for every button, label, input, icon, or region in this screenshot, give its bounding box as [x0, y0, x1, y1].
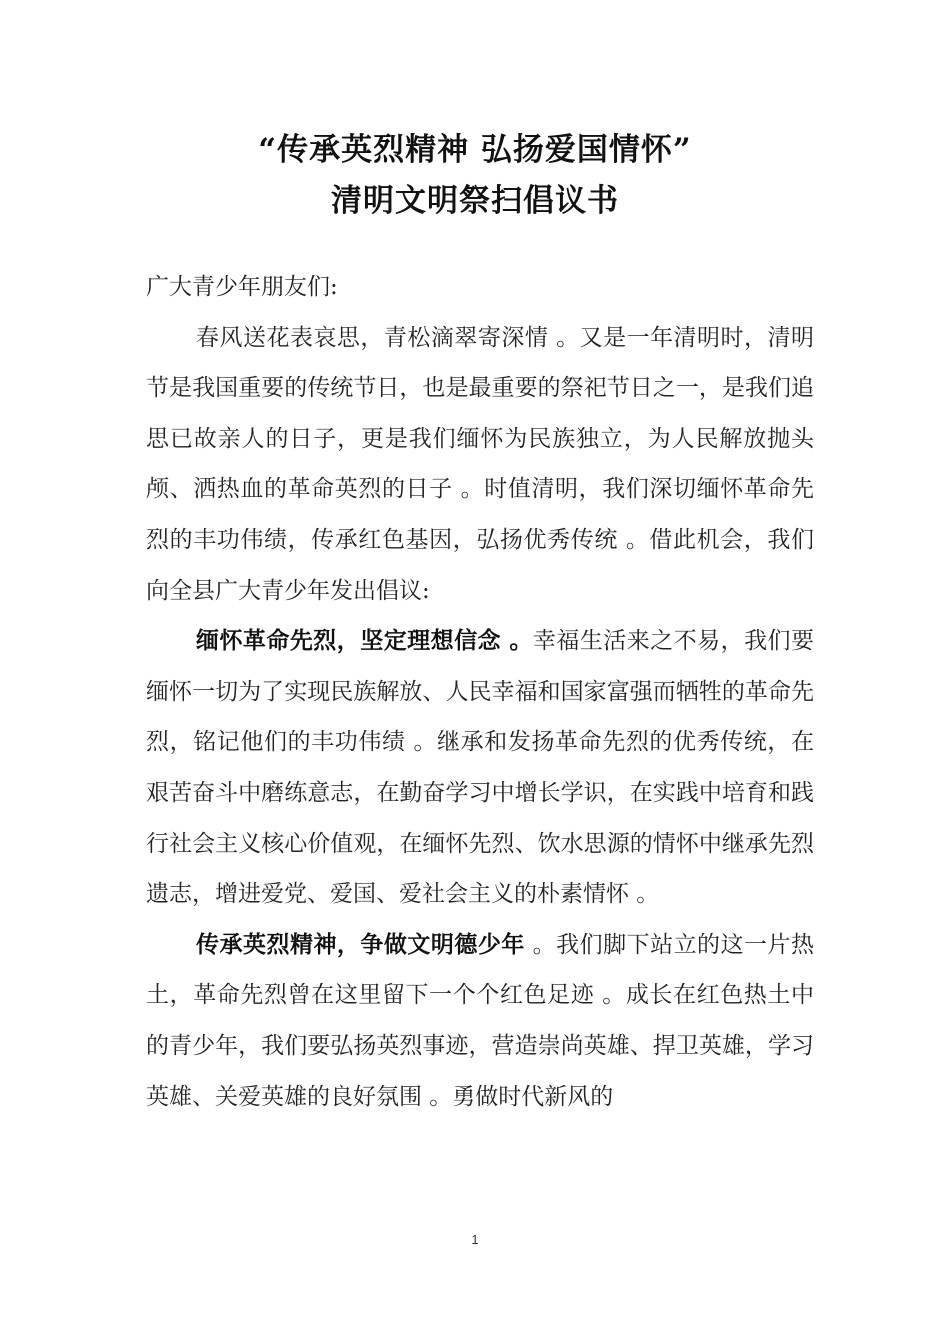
paragraph-lead: 缅怀革命先烈，坚定理想信念 。	[196, 627, 533, 655]
paragraph-inherit-spirit	[146, 920, 814, 1122]
paragraph-text: 春风送花表哀思，青松滴翠寄深情 。又是一年清明时，清明节是我国重要的传统节日，也是最重要的祭祀节日之一，是我们追思已故亲人的日子，更是我们缅怀为民族独立，为人民解放抛头颅、洒热血的革命英烈的日子 。时值清明，我们深切缅怀革命先烈的丰功伟绩，传承红色基因，弘扬优秀传统 。借此机会，我们向全县广大青少年发出倡议:	[146, 324, 814, 604]
paragraph-lead: 传承英烈精神，争做文明德少年	[196, 930, 525, 958]
document-title-line-1: “传承英烈精神 弘扬爱国情怀”	[258, 132, 692, 168]
document-title-line-2: 清明文明祭扫倡议书	[331, 183, 619, 219]
paragraph-text: 。我们脚下站立的这一片热土，革命先烈曾在这里留下一个个红色足迹 。成长在红色热土中的青少年，我们要弘扬英烈事迹，营造崇尚英雄、捍卫英雄，学习英雄、关爱英雄的良好氛围 。勇做时代新风的	[146, 931, 815, 1110]
greeting: 广大青少年朋友们:	[146, 274, 338, 300]
paragraph-remember-martyrs	[146, 616, 814, 920]
paragraph-intro	[146, 313, 814, 617]
page-number: 1	[471, 1232, 479, 1247]
paragraph-text: 幸福生活来之不易，我们要缅怀一切为了实现民族解放、人民幸福和国家富强而牺牲的革命先烈，铭记他们的丰功伟绩 。继承和发扬革命先烈的优秀传统，在艰苦奋斗中磨练意志，在勤奋学习中增长学识，在实践中培育和践行社会主义核心价值观，在缅怀先烈、饮水思源的情怀中继承先烈遗志，增进爱党、爱国、爱社会主义的朴素情怀 。	[146, 628, 814, 908]
document-body	[146, 262, 814, 1122]
